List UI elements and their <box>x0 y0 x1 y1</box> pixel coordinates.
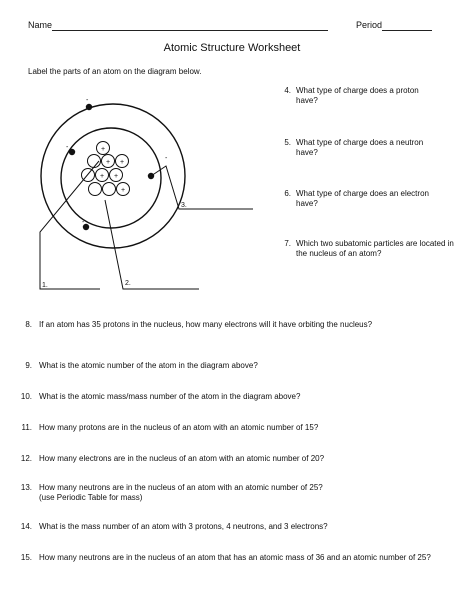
question-text: What type of charge does an electron have? <box>296 189 429 208</box>
question-text-block <box>39 483 449 503</box>
question-text: How many neutrons are in the nucleus of an atom with an atomic number of 25? <box>39 483 323 492</box>
neutron <box>103 183 116 196</box>
question-text: How many protons are in the nucleus of an atom with an atomic number of 15? <box>39 423 319 432</box>
question-text: What type of charge does a proton have? <box>296 86 419 105</box>
question-text: How many electrons are in the nucleus of an atom with an atomic number of 20? <box>39 454 325 463</box>
proton-sign: + <box>113 173 119 180</box>
question-text: What type of charge does a neutron have? <box>296 138 424 157</box>
question-number: 6. <box>284 189 291 198</box>
page-title: Atomic Structure Worksheet <box>163 42 301 54</box>
electron-sign: - <box>165 155 168 162</box>
period-label: Period <box>356 20 383 30</box>
question-text: How many neutrons are in the nucleus of an atom that has an atomic mass of 36 and an atomic number of 25? <box>39 553 431 562</box>
diagram-label-3: 3. <box>181 202 187 209</box>
leader-lines <box>40 161 253 289</box>
electron <box>69 149 75 155</box>
question-number: 4. <box>284 86 291 95</box>
proton-sign: + <box>99 173 105 180</box>
question-text: What is the atomic number of the atom in the diagram above? <box>39 361 258 370</box>
neutron <box>89 183 102 196</box>
proton-sign: + <box>120 187 126 194</box>
question-number: 15. <box>20 553 32 562</box>
question-number: 7. <box>284 239 291 248</box>
question-number: 9. <box>25 361 32 370</box>
proton-sign: + <box>119 159 125 166</box>
question-number: 5. <box>284 138 291 147</box>
proton-sign: + <box>105 159 111 166</box>
question-number: 8. <box>25 320 32 329</box>
name-label: Name <box>28 20 53 30</box>
question-note: (use Periodic Table for mass) <box>39 493 143 502</box>
proton-sign: + <box>100 146 106 153</box>
electron-sign: - <box>86 97 89 104</box>
electron-sign: - <box>66 144 69 151</box>
question-text: What is the mass number of an atom with 3 protons, 4 neutrons, and 3 electrons? <box>39 522 328 531</box>
question-number: 13. <box>20 483 32 492</box>
question-number: 10. <box>20 392 32 401</box>
diagram-label-1: 1. <box>42 282 48 289</box>
question-text: If an atom has 35 protons in the nucleus, how many electrons will it have orbiting the nucleus? <box>39 320 373 329</box>
question-number: 12. <box>20 454 32 463</box>
leader-line-3 <box>151 166 253 209</box>
instructions-text: Label the parts of an atom on the diagram below. <box>28 67 202 76</box>
question-text: Which two subatomic particles are located in the nucleus of an atom? <box>296 239 454 258</box>
question-number: 11. <box>21 423 32 432</box>
question-text: What is the atomic mass/mass number of the atom in the diagram above? <box>39 392 301 401</box>
electron-sign: - <box>82 219 85 226</box>
diagram-label-2: 2. <box>125 280 131 287</box>
question-number: 14. <box>20 522 32 531</box>
electron <box>86 104 92 110</box>
leader-line-2 <box>105 200 199 289</box>
